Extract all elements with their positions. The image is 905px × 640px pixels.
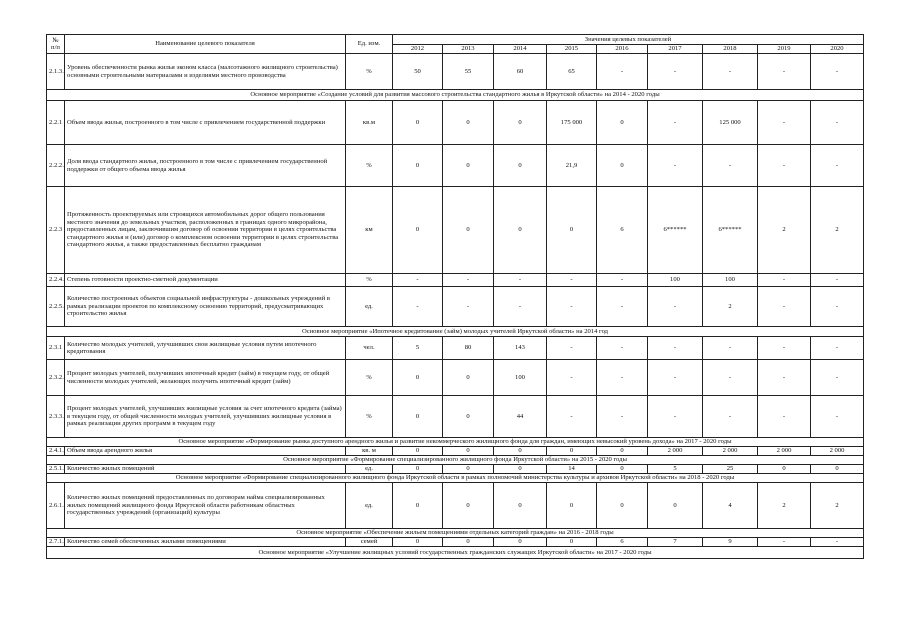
value-cell: -: [547, 274, 597, 287]
table-row: [47, 287, 864, 327]
table-row: [47, 447, 864, 456]
value-cell: 175 000: [547, 101, 597, 145]
value-cell: -: [597, 54, 648, 90]
header-year: 2014: [494, 45, 547, 54]
value-cell: 0: [393, 187, 443, 274]
indicator-name: Количество построенных объектов социальной инфраструктуры - дошкольных учреждений в рамках реализации проектов по комплексному освоению территорий, предусматривающих строительство жилья: [65, 287, 346, 327]
value-cell: 2: [703, 287, 758, 327]
value-cell: -: [703, 337, 758, 360]
value-cell: -: [703, 396, 758, 438]
value-cell: -: [597, 360, 648, 396]
value-cell: -: [597, 287, 648, 327]
value-cell: 0: [494, 538, 547, 547]
section-title: Основное мероприятие «Формирование рынка доступного арендного жилья и развитие некоммерческого жилищного фонда для граждан, имеющих невысокий уровень дохода» на 2017 - 2020 годы: [47, 438, 864, 447]
table-body: [47, 54, 864, 559]
value-cell: 125 000: [703, 101, 758, 145]
target-indicators-table: [46, 34, 864, 559]
value-cell: -: [703, 145, 758, 187]
value-cell: 0: [443, 538, 494, 547]
value-cell: -: [758, 145, 811, 187]
header-year: 2019: [758, 45, 811, 54]
table-row: [47, 274, 864, 287]
value-cell: 0: [443, 483, 494, 529]
section-title: Основное мероприятие «Формирование специализированного жилищного фонда Иркутской области в рамках полномочий министерства культуры и архивов Иркутской области» на 2018 - 2020 годы: [47, 474, 864, 483]
section-title: Основное мероприятие «Формирование специализированного жилищного фонда Иркутской области» на 2015 - 2020 годы: [47, 456, 864, 465]
value-cell: -: [758, 287, 811, 327]
value-cell: 0: [494, 145, 547, 187]
value-cell: -: [758, 101, 811, 145]
row-number: 2.3.2.: [47, 360, 65, 396]
value-cell: 0: [443, 396, 494, 438]
value-cell: 0: [443, 187, 494, 274]
unit-cell: %: [346, 274, 393, 287]
unit-cell: %: [346, 54, 393, 90]
header-row-top: [47, 35, 864, 45]
value-cell: 0: [597, 447, 648, 456]
table-row: [47, 538, 864, 547]
value-cell: -: [494, 274, 547, 287]
value-cell: 6******: [703, 187, 758, 274]
value-cell: 0: [547, 483, 597, 529]
value-cell: 50: [393, 54, 443, 90]
unit-cell: %: [346, 396, 393, 438]
value-cell: 0: [393, 447, 443, 456]
value-cell: 4: [703, 483, 758, 529]
value-cell: 2: [811, 483, 864, 529]
value-cell: -: [811, 287, 864, 327]
section-title: Основное мероприятие «Ипотечное кредитование (займ) молодых учителей Иркутской области» на 2014 год: [47, 327, 864, 337]
row-number: 2.4.1.: [47, 447, 65, 456]
indicator-name: Количество жилых помещений: [65, 465, 346, 474]
value-cell: 65: [547, 54, 597, 90]
indicator-name: Количество семей обеспеченных жилыми помещениями: [65, 538, 346, 547]
header-year: 2020: [811, 45, 864, 54]
section-title: Основное мероприятие «Улучшение жилищных условий государственных гражданских служащих Иркутской области» на 2017 - 2020 годы: [47, 547, 864, 559]
header-indicator-name: Наименование целевого показателя: [65, 35, 346, 54]
value-cell: 0: [443, 465, 494, 474]
header-year: 2012: [393, 45, 443, 54]
row-number: 2.2.1: [47, 101, 65, 145]
value-cell: 60: [494, 54, 547, 90]
value-cell: 0: [393, 145, 443, 187]
value-cell: 100: [648, 274, 703, 287]
value-cell: -: [758, 54, 811, 90]
value-cell: 0: [494, 483, 547, 529]
header-num-symbol: №: [52, 36, 59, 44]
value-cell: 0: [443, 360, 494, 396]
value-cell: 0: [547, 447, 597, 456]
value-cell: 0: [443, 145, 494, 187]
indicator-name: Процент молодых учителей, улучшивших жилищные условия за счет ипотечного кредита (займа) в текущем году, от общей численности молодых учителей, улучшивших жилищные условия в рамках реализации других программ в текущем году: [65, 396, 346, 438]
table-row: [47, 54, 864, 90]
unit-cell: %: [346, 145, 393, 187]
value-cell: -: [547, 287, 597, 327]
value-cell: -: [648, 54, 703, 90]
indicator-name: Доля ввода стандартного жилья, построенного в том числе с привлечением государственной поддержки от общего объема ввода жилья: [65, 145, 346, 187]
value-cell: 2 000: [758, 447, 811, 456]
row-number: 2.6.1.: [47, 483, 65, 529]
value-cell: 0: [758, 465, 811, 474]
table-row: [47, 145, 864, 187]
row-number: 2.3.3.: [47, 396, 65, 438]
value-cell: 5: [393, 337, 443, 360]
value-cell: -: [758, 360, 811, 396]
value-cell: -: [547, 396, 597, 438]
value-cell: 55: [443, 54, 494, 90]
value-cell: 0: [494, 187, 547, 274]
value-cell: -: [648, 396, 703, 438]
value-cell: 44: [494, 396, 547, 438]
value-cell: -: [443, 274, 494, 287]
value-cell: 143: [494, 337, 547, 360]
section-row: [47, 90, 864, 101]
value-cell: -: [811, 538, 864, 547]
value-cell: 6: [597, 187, 648, 274]
value-cell: 6: [597, 538, 648, 547]
value-cell: 0: [393, 360, 443, 396]
value-cell: -: [494, 287, 547, 327]
value-cell: 0: [393, 465, 443, 474]
header-year: 2016: [597, 45, 648, 54]
header-year: 2017: [648, 45, 703, 54]
row-number: 2.3.1: [47, 337, 65, 360]
indicator-name: Объем ввода жилья, построенного в том числе с привлечением государственной поддержки: [65, 101, 346, 145]
value-cell: 0: [393, 396, 443, 438]
value-cell: -: [811, 101, 864, 145]
value-cell: -: [703, 360, 758, 396]
value-cell: -: [811, 145, 864, 187]
header-unit: Ед. изм.: [346, 35, 393, 54]
value-cell: 0: [597, 483, 648, 529]
value-cell: -: [393, 274, 443, 287]
value-cell: 0: [597, 465, 648, 474]
value-cell: -: [758, 396, 811, 438]
value-cell: 6******: [648, 187, 703, 274]
indicator-name: Уровень обеспеченности рынка жилья эконом класса (малоэтажного жилищного строительства) основными строительными материалами и изделиями местного производства: [65, 54, 346, 90]
value-cell: -: [811, 54, 864, 90]
section-row: [47, 529, 864, 538]
table-row: [47, 396, 864, 438]
indicator-name: Протяженность проектируемых или строящихся автомобильных дорог общего пользования местного значения до земельных участков, расположенных в границах одного микрорайона, предоставленных лицам, заключившим договор об освоении территории в целях строительства стандартного жилья и (или) договор о комплексном освоении территории в целях строительства стандартного жилья, а также предоставленных бесплатно гражданам: [65, 187, 346, 274]
value-cell: -: [648, 145, 703, 187]
row-number: 2.7.1.: [47, 538, 65, 547]
value-cell: 21,9: [547, 145, 597, 187]
table-row: [47, 360, 864, 396]
value-cell: 0: [393, 538, 443, 547]
indicator-name: Объем ввода арендного жилья: [65, 447, 346, 456]
unit-cell: кв. м: [346, 447, 393, 456]
value-cell: -: [811, 274, 864, 287]
unit-cell: %: [346, 360, 393, 396]
value-cell: -: [597, 274, 648, 287]
unit-cell: ед.: [346, 465, 393, 474]
value-cell: -: [703, 54, 758, 90]
header-values-title: Значения целевых показателей: [393, 35, 864, 45]
row-number: 2.2.5.: [47, 287, 65, 327]
value-cell: 0: [494, 447, 547, 456]
header-year: 2013: [443, 45, 494, 54]
value-cell: 7: [648, 538, 703, 547]
value-cell: 2 000: [703, 447, 758, 456]
value-cell: -: [648, 337, 703, 360]
value-cell: -: [443, 287, 494, 327]
value-cell: 0: [597, 145, 648, 187]
value-cell: 25: [703, 465, 758, 474]
unit-cell: чел.: [346, 337, 393, 360]
section-row: [47, 327, 864, 337]
value-cell: 0: [393, 483, 443, 529]
section-title: Основное мероприятие «Обеспечение жильем помещениями отдельных категорий граждан» на 2016 - 2018 годы: [47, 529, 864, 538]
value-cell: 5: [648, 465, 703, 474]
value-cell: -: [648, 101, 703, 145]
value-cell: -: [597, 337, 648, 360]
value-cell: -: [811, 396, 864, 438]
row-number: 2.1.3.: [47, 54, 65, 90]
table-row: [47, 465, 864, 474]
value-cell: 0: [443, 101, 494, 145]
value-cell: -: [648, 360, 703, 396]
value-cell: -: [758, 538, 811, 547]
indicator-name: Количество жилых помещений предоставленных по договорам найма специализированных жилых помещений жилищного фонда Иркутской области работникам областных государственных учреждений (организаций) культуры: [65, 483, 346, 529]
value-cell: 2 000: [648, 447, 703, 456]
unit-cell: км: [346, 187, 393, 274]
value-cell: 0: [494, 101, 547, 145]
value-cell: 2: [758, 483, 811, 529]
value-cell: -: [547, 360, 597, 396]
value-cell: 0: [393, 101, 443, 145]
value-cell: -: [811, 360, 864, 396]
table-row: [47, 101, 864, 145]
value-cell: 0: [494, 465, 547, 474]
section-row: [47, 456, 864, 465]
table-row: [47, 337, 864, 360]
header-num-label: п/п: [51, 44, 60, 51]
row-number: 2.2.4.: [47, 274, 65, 287]
value-cell: 100: [494, 360, 547, 396]
value-cell: 0: [811, 465, 864, 474]
indicator-name: Степень готовности проектно-сметной документации: [65, 274, 346, 287]
header-num: [47, 35, 65, 54]
value-cell: -: [393, 287, 443, 327]
unit-cell: семей: [346, 538, 393, 547]
section-row: [47, 438, 864, 447]
value-cell: 0: [547, 187, 597, 274]
value-cell: 80: [443, 337, 494, 360]
value-cell: -: [547, 337, 597, 360]
value-cell: 14: [547, 465, 597, 474]
value-cell: 0: [597, 101, 648, 145]
table-row: [47, 483, 864, 529]
row-number: 2.5.1.: [47, 465, 65, 474]
indicator-name: Количество молодых учителей, улучшивших свои жилищные условия путем ипотечного кредитования: [65, 337, 346, 360]
row-number: 2.2.3: [47, 187, 65, 274]
value-cell: -: [648, 287, 703, 327]
header-year: 2018: [703, 45, 758, 54]
table-row: [47, 187, 864, 274]
section-row: [47, 474, 864, 483]
value-cell: 0: [547, 538, 597, 547]
value-cell: 9: [703, 538, 758, 547]
value-cell: -: [758, 274, 811, 287]
value-cell: 100: [703, 274, 758, 287]
value-cell: -: [811, 337, 864, 360]
indicator-name: Процент молодых учителей, получивших ипотечный кредит (займ) в текущем году, от общей численности молодых учителей, желающих получить ипотечный кредит (займ): [65, 360, 346, 396]
row-number: 2.2.2.: [47, 145, 65, 187]
header-year: 2015: [547, 45, 597, 54]
value-cell: 2: [811, 187, 864, 274]
value-cell: 0: [443, 447, 494, 456]
unit-cell: ед.: [346, 287, 393, 327]
unit-cell: кв.м: [346, 101, 393, 145]
value-cell: -: [758, 337, 811, 360]
value-cell: -: [597, 396, 648, 438]
value-cell: 2 000: [811, 447, 864, 456]
unit-cell: ед.: [346, 483, 393, 529]
section-title: Основное мероприятие «Создание условий для развития массового строительства стандартного жилья в Иркутской области» на 2014 - 2020 годы: [47, 90, 864, 101]
value-cell: 0: [648, 483, 703, 529]
value-cell: 2: [758, 187, 811, 274]
section-row: [47, 547, 864, 559]
